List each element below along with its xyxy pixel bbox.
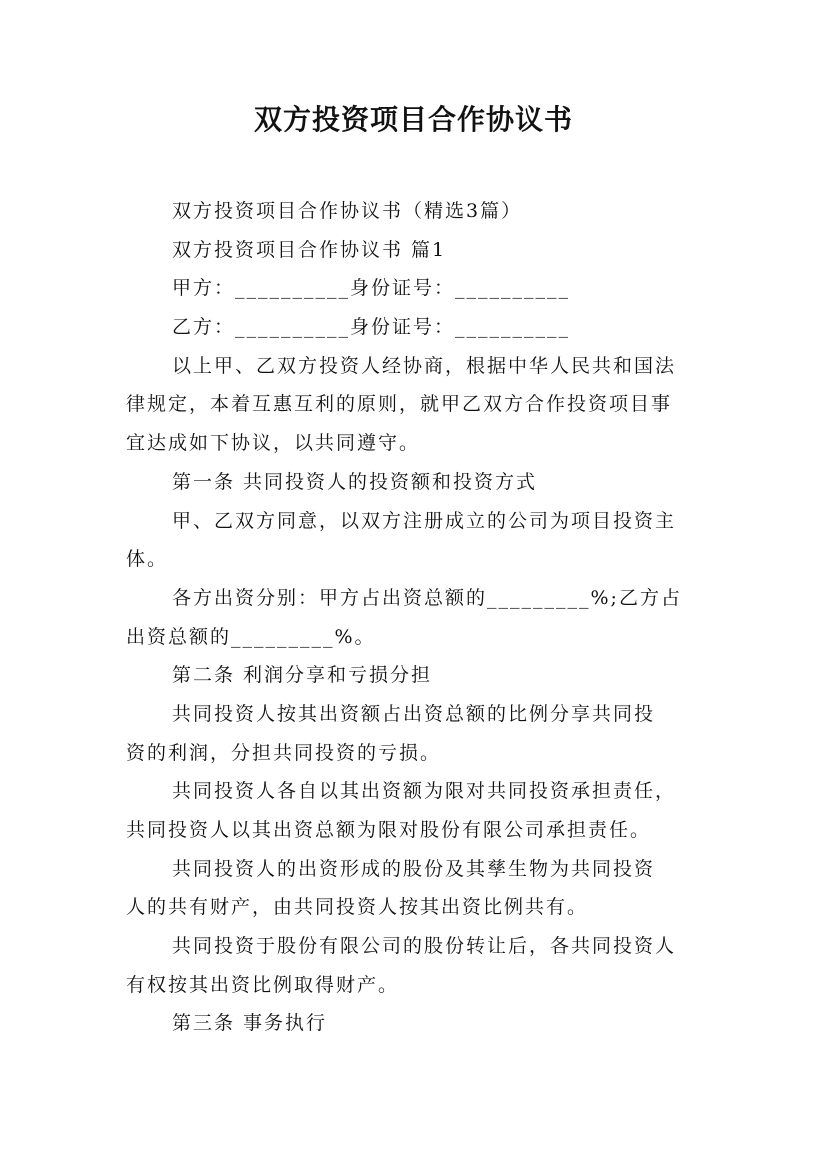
body-line: 体。 bbox=[126, 548, 169, 571]
body-line: 甲方：__________身份证号：__________ bbox=[172, 277, 571, 300]
body-line: 律规定，本着互惠互利的原则，就甲乙双方合作投资项目事 bbox=[126, 393, 673, 416]
document-body bbox=[126, 192, 706, 1043]
body-line: 资的利润，分担共同投资的亏损。 bbox=[126, 741, 442, 764]
body-line: 第一条 共同投资人的投资额和投资方式 bbox=[172, 470, 538, 493]
body-line: 有权按其出资比例取得财产。 bbox=[126, 973, 400, 996]
body-line: 双方投资项目合作协议书（精选3篇） bbox=[172, 200, 523, 222]
body-line: 以上甲、乙双方投资人经协商，根据中华人民共和国法 bbox=[172, 354, 677, 377]
body-line: 宜达成如下协议，以共同遵守。 bbox=[126, 432, 421, 455]
body-line: 出资总额的_________%。 bbox=[126, 625, 376, 648]
body-line: 甲、乙双方同意，以双方注册成立的公司为项目投资主 bbox=[172, 509, 677, 532]
body-line: 共同投资人按其出资额占出资总额的比例分享共同投 bbox=[172, 702, 656, 725]
body-line: 共同投资于股份有限公司的股份转让后，各共同投资人 bbox=[172, 935, 677, 958]
body-line: 共同投资人的出资形成的股份及其孳生物为共同投资 bbox=[172, 857, 656, 880]
body-line: 人的共有财产，由共同投资人按其出资比例共有。 bbox=[126, 896, 589, 919]
body-line: 共同投资人各自以其出资额为限对共同投资承担责任， bbox=[172, 780, 677, 803]
body-line: 双方投资项目合作协议书 篇1 bbox=[172, 238, 447, 261]
body-line: 第二条 利润分享和亏损分担 bbox=[172, 664, 433, 687]
body-line: 乙方：__________身份证号：__________ bbox=[172, 316, 571, 339]
body-line: 第三条 事务执行 bbox=[172, 1012, 328, 1035]
document-title: 双方投资项目合作协议书 bbox=[253, 103, 573, 136]
body-line: 各方出资分别：甲方占出资总额的_________%;乙方占 bbox=[172, 586, 682, 609]
body-line: 共同投资人以其出资总额为限对股份有限公司承担责任。 bbox=[126, 819, 652, 841]
